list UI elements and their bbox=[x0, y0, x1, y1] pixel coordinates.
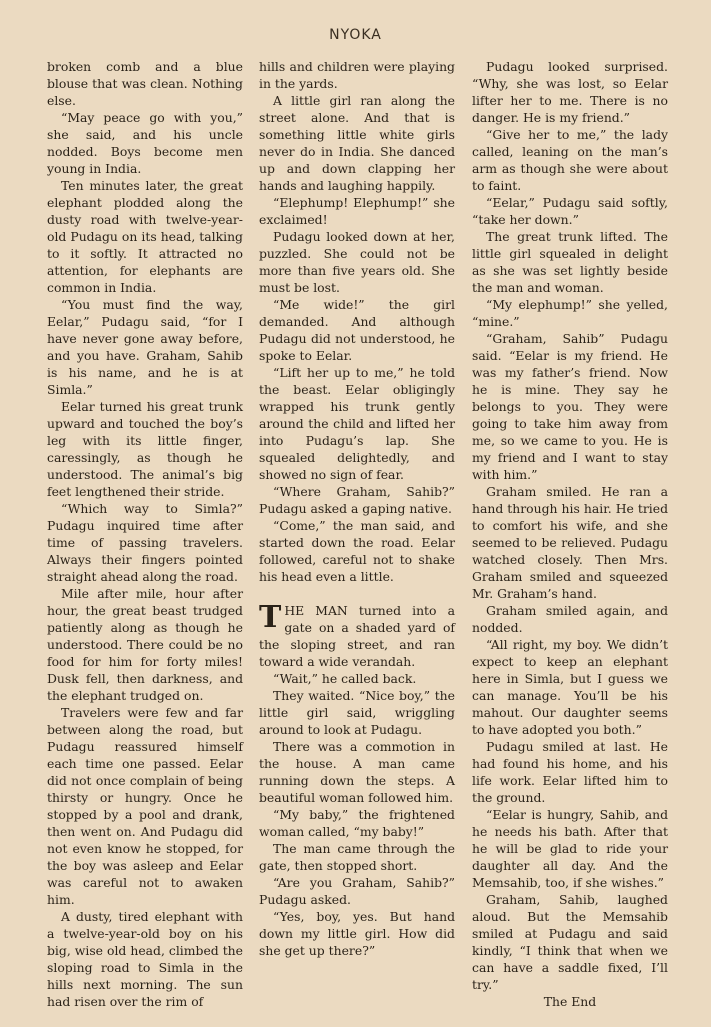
paragraph: Graham smiled again, and nodded. bbox=[472, 603, 668, 635]
section-start-paragraph bbox=[259, 602, 455, 670]
paragraph: “My elephump!” she yelled, “mine.” bbox=[472, 297, 668, 329]
drop-cap-letter: T bbox=[259, 600, 282, 635]
paragraph: “Come,” the man said, and started down the road. Eelar followed, careful not to shake his head even a little. bbox=[259, 518, 455, 584]
paragraph: Ten minutes later, the great elephant plodded along the dusty road with twelve-year-old Pudagu on its head, talking to it softly. It attracted no attention, for elephants are common in India. bbox=[47, 178, 243, 295]
paragraph: Graham, Sahib, laughed aloud. But the Memsahib smiled at Pudagu and said kindly, “I think that when we can have a saddle fixed, I’ll try.” bbox=[472, 892, 668, 992]
paragraph: “Eelar is hungry, Sahib, and he needs his bath. After that he will be glad to ride your daughter all day. And the Memsahib, too, if she wishes.” bbox=[472, 807, 668, 890]
text-column-1 bbox=[47, 58, 243, 1010]
paragraph: Pudagu looked down at her, puzzled. She could not be more than five years old. She must be lost. bbox=[259, 229, 455, 295]
paragraph: “Where Graham, Sahib?” Pudagu asked a gaping native. bbox=[259, 484, 455, 516]
section-start-text: HE MAN turned into a gate on a shaded yard of the sloping street, and ran toward a wide verandah. bbox=[259, 603, 455, 669]
paragraph: broken comb and a blue blouse that was clean. Nothing else. bbox=[47, 59, 243, 108]
paragraph: “Wait,” he called back. bbox=[273, 671, 417, 686]
paragraph: Pudagu smiled at last. He had found his home, and his life work. Eelar lifted him to the ground. bbox=[472, 739, 668, 805]
paragraph: “Elephump! Elephump!” she exclaimed! bbox=[259, 195, 455, 227]
paragraph: A dusty, tired elephant with a twelve-year-old boy on his big, wise old head, climbed the sloping road to Simla in the hills next morning. The sun had risen over the rim of bbox=[47, 909, 243, 1009]
paragraph: The great trunk lifted. The little girl squealed in delight as she was set lightly beside the man and woman. bbox=[472, 229, 668, 295]
paragraph: A little girl ran along the street alone. And that is something little white girls never do in India. She danced up and down clapping her hands and laughing happily. bbox=[259, 93, 455, 193]
paragraph: Pudagu looked surprised. “Why, she was lost, so Eelar lifter her to me. There is no danger. He is my friend.” bbox=[472, 59, 668, 125]
paragraph: They waited. “Nice boy,” the little girl said, wriggling around to look at Pudagu. bbox=[259, 688, 455, 737]
paragraph: “Which way to Simla?” Pudagu inquired time after time of passing travelers. Always their fingers pointed straight ahead along the road. bbox=[47, 501, 243, 584]
text-column-3 bbox=[472, 58, 668, 1010]
paragraph: Graham smiled. He ran a hand through his hair. He tried to comfort his wife, and she seemed to be relieved. Pudagu watched closely. Then Mrs. Graham smiled and squeezed Mr. Graham’s hand. bbox=[472, 484, 668, 601]
paragraph: “Yes, boy, yes. But hand down my little girl. How did she get up there?” bbox=[259, 909, 455, 958]
paragraph: “You must find the way, Eelar,” Pudagu said, “for I have never gone away before, and you have. Graham, Sahib is his name, and he is at Simla.” bbox=[47, 297, 243, 397]
text-column-2 bbox=[259, 58, 455, 959]
story-end-label: The End bbox=[543, 994, 597, 1009]
paragraph: “All right, my boy. We didn’t expect to keep an elephant here in Simla, but I guess we can manage. You’ll be his mahout. Our daughter seems to have adopted you both.” bbox=[472, 637, 668, 737]
paragraph: “May peace go with you,” she said, and his uncle nodded. Boys become men young in India. bbox=[47, 110, 243, 176]
paragraph: The man came through the gate, then stopped short. bbox=[259, 841, 455, 873]
paragraph: Mile after mile, hour after hour, the great beast trudged patiently along as though he understood. There could be no food for him for forty miles! Dusk fell, then darkness, and the elephant trudged on. bbox=[47, 586, 243, 703]
paragraph: There was a commotion in the house. A man came running down the steps. A beautiful woman followed him. bbox=[259, 739, 455, 805]
paragraph: “Lift her up to me,” he told the beast. Eelar obligingly wrapped his trunk gently around the child and lifted her into Pudagu’s lap. She squealed delightedly, and showed no sign of fear. bbox=[259, 365, 455, 482]
paragraph: “Are you Graham, Sahib?” Pudagu asked. bbox=[259, 875, 455, 907]
paragraph: Travelers were few and far between along the road, but Pudagu reassured himself each time one passed. Eelar did not once complain of being thirsty or hungry. Once he stopped by a pool and drank, then went on. And Pudagu did not even know he stopped, for the boy was asleep and Eelar was careful not to awaken him. bbox=[47, 705, 243, 907]
paragraph: “Give her to me,” the lady called, leaning on the man’s arm as though she were about to faint. bbox=[472, 127, 668, 193]
paragraph: “Eelar,” Pudagu said softly, “take her down.” bbox=[472, 195, 668, 227]
paragraph: Eelar turned his great trunk upward and touched the boy’s leg with its little finger, caressingly, as though he understood. The animal’s big feet lengthened their stride. bbox=[47, 399, 243, 499]
page-header-title: NYOKA bbox=[329, 27, 382, 43]
paragraph: “Graham, Sahib” Pudagu said. “Eelar is my friend. He was my father’s friend. Now he is mine. They say he belongs to you. They were going to take him away from me, so we came to you. He is my friend and I want to stay with him.” bbox=[472, 331, 668, 482]
paragraph: hills and children were playing in the yards. bbox=[259, 59, 455, 91]
paragraph: “My baby,” the frightened woman called, “my baby!” bbox=[259, 807, 455, 839]
paragraph: “Me wide!” the girl demanded. And although Pudagu did not understood, he spoke to Eelar. bbox=[259, 297, 455, 363]
